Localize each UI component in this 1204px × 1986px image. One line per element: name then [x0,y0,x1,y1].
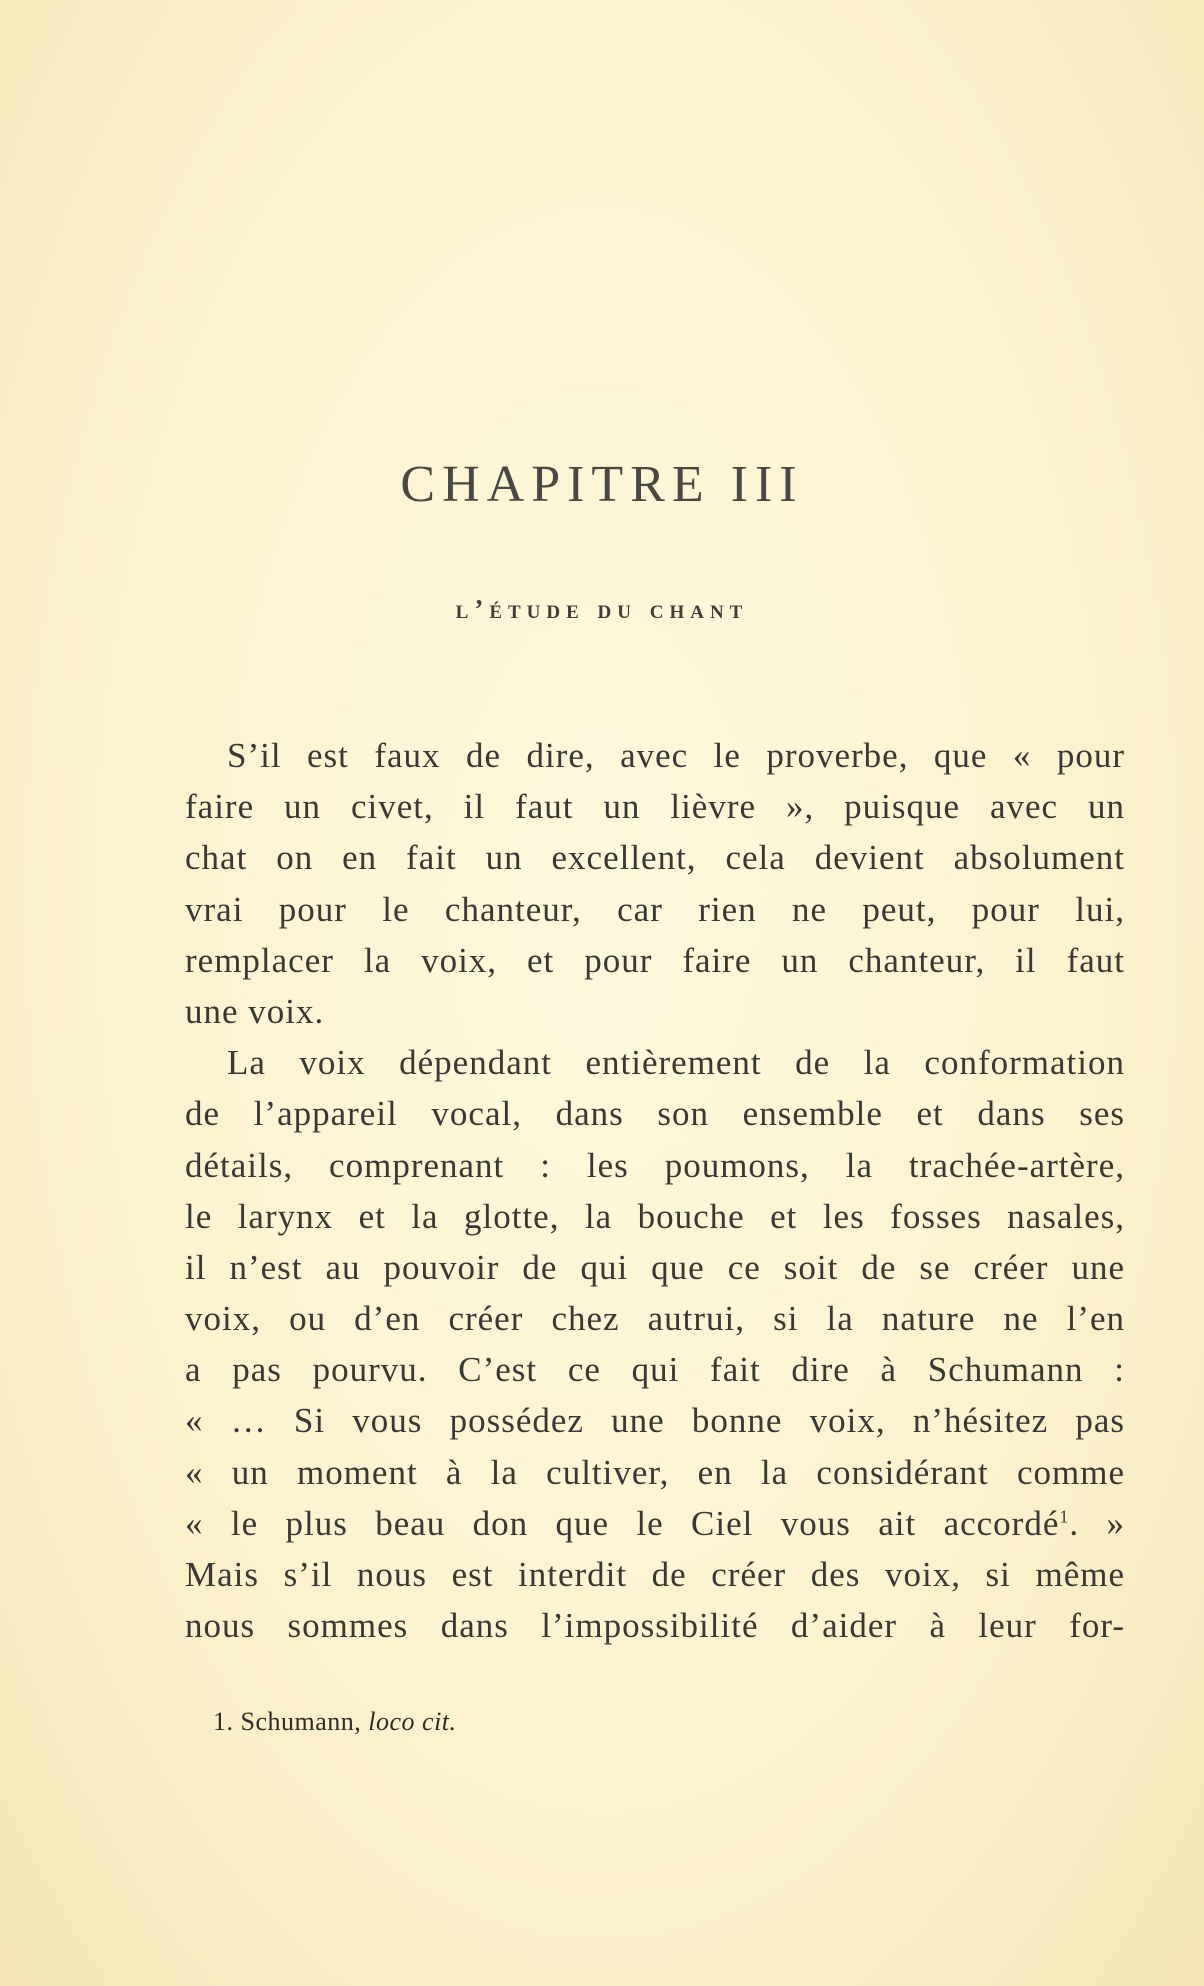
text-line: détails, comprenant : les poumons, la trachée-artère, [185,1145,1125,1185]
footnote-reference: loco cit. [368,1707,457,1736]
text-line-with-footnote [185,1498,1125,1549]
text-line: La voix dépendant entièrement de la conformation [227,1043,1125,1083]
text-line-content: « le plus beau don que le Ciel vous ait accordé [185,1503,1060,1543]
text-line: faire un civet, il faut un lièvre », puisque avec un [185,787,1125,827]
text-line: une voix. [185,991,325,1031]
closing-quote: . » [1069,1503,1125,1543]
text-line: nous sommes dans l’impossibilité d’aider à leur for- [185,1606,1125,1646]
text-line: il n’est au pouvoir de qui que ce soit de se créer une [185,1247,1125,1287]
text-line: le larynx et la glotte, la bouche et les fosses nasales, [185,1196,1125,1236]
text-line: Mais s’il nous est interdit de créer des voix, si même [185,1555,1125,1594]
text-line: chat on en fait un excellent, cela devient absolument [185,838,1125,878]
footnote [213,1707,457,1737]
text-line: de l’appareil vocal, dans son ensemble et dans ses [185,1094,1125,1134]
text-line: « … Si vous possédez une bonne voix, n’hésitez pas [185,1401,1125,1441]
text-line: « un moment à la cultiver, en la considérant comme [185,1452,1125,1492]
footnote-author: Schumann, [240,1707,362,1736]
chapter-title: CHAPITRE III [400,456,804,513]
text-line: remplacer la voix, et pour faire un chanteur, il faut [185,940,1125,980]
text-line: voix, ou d’en créer chez autrui, si la nature ne l’en [185,1299,1125,1339]
text-line: S’il est faux de dire, avec le proverbe, que « pour [227,736,1125,775]
footnote-marker: 1 [1059,1506,1070,1527]
chapter-subtitle: l’étude du chant [455,594,749,624]
text-line: a pas pourvu. C’est ce qui fait dire à Schumann : [185,1350,1125,1390]
footnote-number: 1. [213,1707,234,1736]
body-text [185,730,1125,1651]
text-line: vrai pour le chanteur, car rien ne peut, pour lui, [185,889,1125,929]
